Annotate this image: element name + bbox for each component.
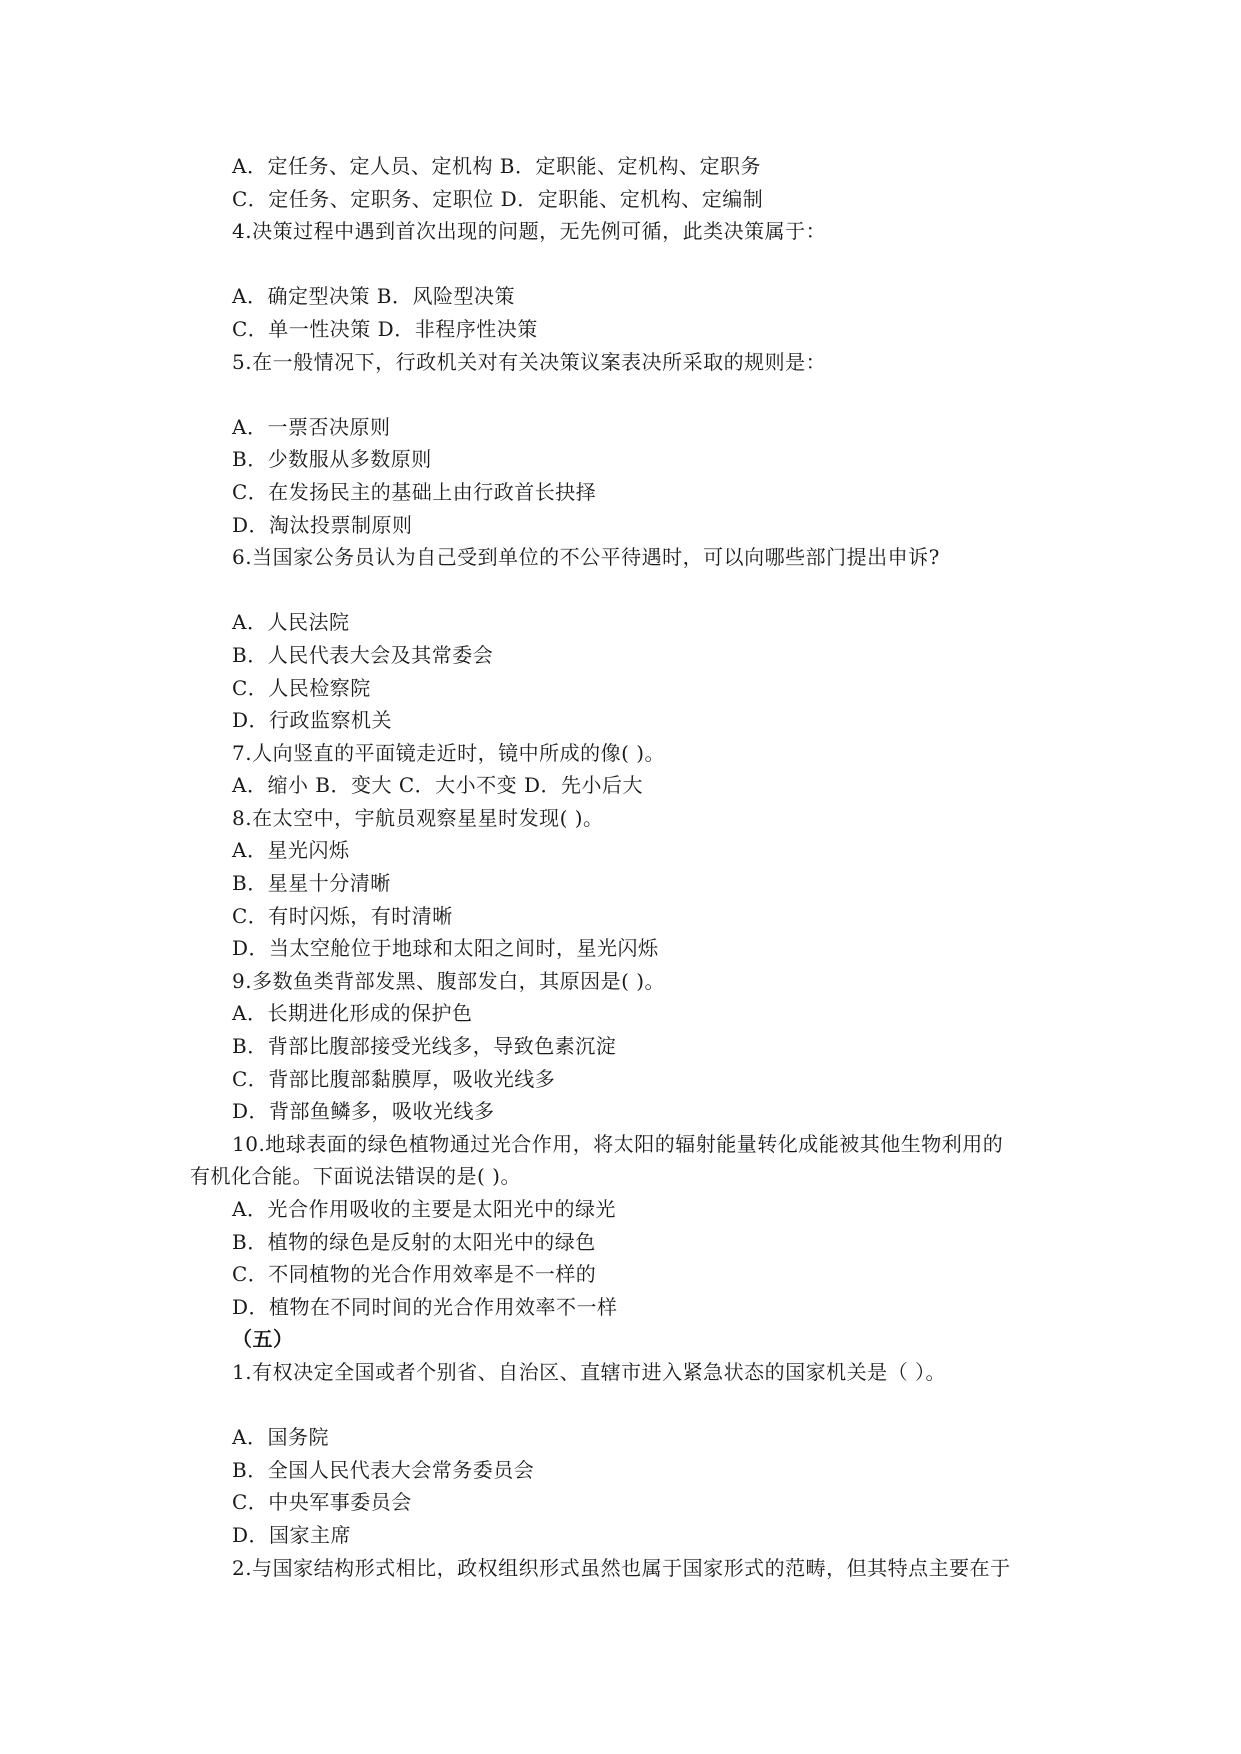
text-line: B．星星十分清晰 bbox=[232, 871, 391, 896]
text-line: C．中央军事委员会 bbox=[232, 1490, 412, 1515]
text-line: 2.与国家结构形式相比，政权组织形式虽然也属于国家形式的范畴，但其特点主要在于 bbox=[232, 1555, 1011, 1580]
text-line: A．星光闪烁 bbox=[232, 838, 350, 863]
text-line: 有机化合能。下面说法错误的是( )。 bbox=[190, 1164, 521, 1189]
document-page bbox=[0, 150, 1241, 1584]
blank-line bbox=[0, 1389, 1241, 1422]
text-line: D．国家主席 bbox=[232, 1522, 352, 1547]
text-line: 8.在太空中，宇航员观察星星时发现( )。 bbox=[232, 805, 604, 830]
text-line: A．长期进化形成的保护色 bbox=[232, 1001, 473, 1026]
text-line: C．单一性决策 D．非程序性决策 bbox=[232, 316, 538, 341]
text-line: 4.决策过程中遇到首次出现的问题，无先例可循，此类决策属于： bbox=[232, 219, 827, 244]
text-line: C．人民检察院 bbox=[232, 675, 371, 700]
text-line: D．背部鱼鳞多，吸收光线多 bbox=[232, 1099, 495, 1124]
text-line: 5.在一般情况下，行政机关对有关决策议案表决所采取的规则是： bbox=[232, 349, 827, 374]
text-line: A．缩小 B．变大 C．大小不变 D．先小后大 bbox=[232, 773, 644, 798]
text-line: D．植物在不同时间的光合作用效率不一样 bbox=[232, 1294, 618, 1319]
text-line: A．国务院 bbox=[232, 1425, 329, 1450]
text-line: C．在发扬民主的基础上由行政首长抉择 bbox=[232, 479, 597, 504]
text-line: C．背部比腹部黏膜厚，吸收光线多 bbox=[232, 1066, 556, 1091]
blank-line bbox=[0, 378, 1241, 411]
text-line: 6.当国家公务员认为自己受到单位的不公平待遇时，可以向哪些部门提出申诉? bbox=[232, 545, 940, 570]
section-heading: （五） bbox=[232, 1327, 294, 1352]
text-line: B．少数服从多数原则 bbox=[232, 447, 432, 472]
text-line: A．定任务、定人员、定机构 B．定职能、定机构、定职务 bbox=[232, 154, 761, 178]
blank-line bbox=[0, 574, 1241, 607]
text-line: 1.有权决定全国或者个别省、自治区、直辖市进入紧急状态的国家机关是（ ）。 bbox=[232, 1359, 946, 1384]
text-line: 7.人向竖直的平面镜走近时，镜中所成的像( )。 bbox=[232, 740, 666, 765]
text-line: A．确定型决策 B．风险型决策 bbox=[232, 284, 515, 309]
text-line: D．行政监察机关 bbox=[232, 708, 393, 733]
text-line: C．不同植物的光合作用效率是不一样的 bbox=[232, 1262, 597, 1287]
text-line: B．植物的绿色是反射的太阳光中的绿色 bbox=[232, 1229, 596, 1254]
blank-line bbox=[0, 248, 1241, 281]
text-line: D．淘汰投票制原则 bbox=[232, 512, 413, 537]
text-line: A．人民法院 bbox=[232, 610, 350, 635]
text-line: 10.地球表面的绿色植物通过光合作用，将太阳的辐射能量转化成能被其他生物利用的 bbox=[232, 1131, 1004, 1156]
text-line: C．定任务、定职务、定职位 D．定职能、定机构、定编制 bbox=[232, 186, 764, 211]
text-line: B．全国人民代表大会常务委员会 bbox=[232, 1457, 535, 1482]
text-line: A．光合作用吸收的主要是太阳光中的绿光 bbox=[232, 1197, 616, 1221]
text-line: 9.多数鱼类背部发黑、腹部发白，其原因是( )。 bbox=[232, 968, 666, 993]
text-line: D．当太空舱位于地球和太阳之间时，星光闪烁 bbox=[232, 936, 659, 961]
text-line: B．背部比腹部接受光线多，导致色素沉淀 bbox=[232, 1034, 617, 1059]
text-line: B．人民代表大会及其常委会 bbox=[232, 642, 494, 667]
text-line: A．一票否决原则 bbox=[232, 414, 391, 439]
text-line: C．有时闪烁，有时清晰 bbox=[232, 903, 453, 928]
